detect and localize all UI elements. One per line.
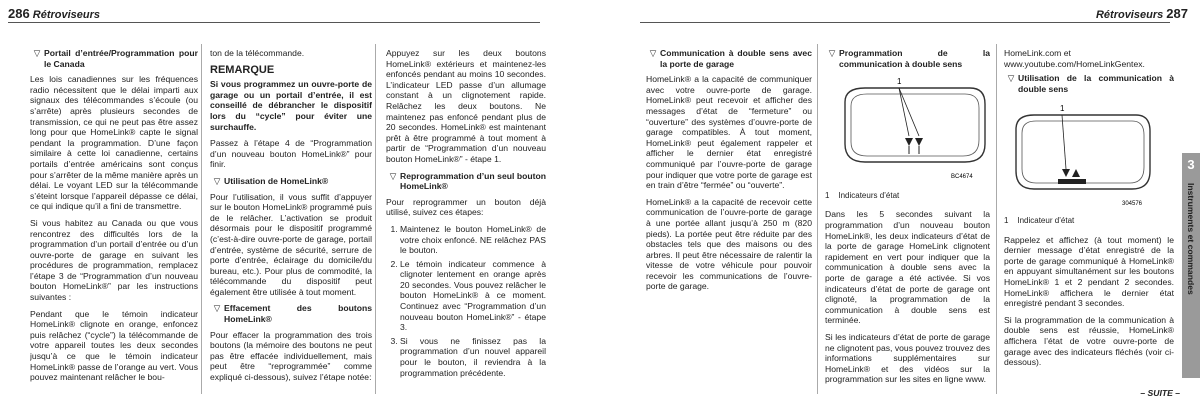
mirror-indicator-figure — [825, 74, 990, 184]
triangle-icon: ▽ — [828, 48, 836, 58]
paragraph: Les lois canadiennes sur les fréquences radio nécessitent que le délai imparti aux signaux des télécommandes s’écoule (ou s’arrête) après plusieurs secondes de transmission, ce qui ne peut pas être assez long pour que HomeLink® capte le signal pendant la programmation. D’une façon similaire à cette loi canadienne, certains portails d’entrée américains sont conçus pour s’arrêter de la même manière après un délai. Le voyant LED sur la télécommande s’éteint lorsque l’appareil dépasse ce délai, ce qui indique qu’il a fini de transmettre. — [30, 74, 198, 212]
column-divider — [375, 44, 376, 394]
arrow-down-icon — [1062, 169, 1070, 177]
indicator-block — [1058, 179, 1086, 184]
figure-code: 304576 — [1122, 201, 1143, 208]
column-divider — [201, 44, 202, 394]
url-line: HomeLink.com et — [1004, 48, 1071, 58]
mirror-inner-outline — [1022, 121, 1144, 183]
callout-line — [899, 88, 919, 136]
paragraph: Pour l’utilisation, il vous suffit d’appuyer sur le bouton HomeLink® programmé puis de le relâcher. L’activation se produit désormais pour le dispositif programmé (c’est-à-dire ouvre-porte de garage, portail d’entrée, système de sécurité, serrure de porte d’entrée, éclairage du domicile/du bureau, etc.). Pour plus de commodité, la télécommande du dispositif peut également être utilisée à tout moment. — [210, 191, 372, 297]
figure-code: BC4674 — [951, 174, 973, 181]
paragraph: ton de la télécommande. — [210, 48, 305, 58]
left-page-header — [8, 6, 100, 21]
caption-text: Indicateur d’état — [1017, 215, 1075, 225]
arrow-up-icon — [1072, 169, 1080, 177]
section-title-canada: ▽ Portail d’entrée/Programmation pour le Canada — [30, 48, 198, 69]
url-line: www.youtube.com/HomeLinkGentex. — [1004, 58, 1145, 69]
paragraph: Pendant que le témoin indicateur HomeLink® clignote en orange, enfoncez puis relâchez (“cycle”) la télécommande de votre appareil toutes les deux secondes jusqu’à ce que le témoin indicateur HomeLink® passe de l’orange au vert. Vous pouvez maintenant relâcher le bou- — [30, 308, 198, 383]
column-divider — [996, 44, 997, 394]
column-4 — [646, 48, 812, 393]
mirror-outline — [1016, 115, 1150, 189]
callout-line — [899, 88, 909, 136]
right-section-title: Rétroviseurs — [1095, 9, 1164, 21]
mirror-indicator-figure — [1004, 99, 1154, 209]
paragraph: Si vous habitez au Canada ou que vous rencontrez des difficultés lors de la programmation d’un portail d’entrée ou d’un ouvre-porte de garage en suivant les procédures de programmation, remplacez l’étape 3 de “Programmation d’un nouveau bouton HomeLink®” par les instructions suivantes : — [30, 217, 198, 303]
column-1 — [30, 48, 198, 393]
paragraph: Si les indicateurs d’état de porte de garage ne clignotent pas, vous pouvez trouvez des informations supplémentaires sur HomeLink® et des vidéos sur la programmation sur les sites en ligne www. — [825, 331, 990, 385]
triangle-icon: ▽ — [1007, 73, 1015, 84]
left-header-rule — [8, 22, 540, 23]
left-page-number: 286 — [8, 6, 30, 21]
paragraph: HomeLink® a la capacité de recevoir cette communication de l’ouvre-porte de garage à une portée allant jusqu’à 250 m (820 pieds). La portée peut être réduite par des obstacles tels que des maisons ou des arbres. Il peut être nécessaire de ralentir la vitesse de votre véhicule pour pouvoir recevoir les communications de l’ouvre-porte de garage. — [646, 196, 812, 292]
paragraph: Rappelez et affichez (à tout moment) le dernier message d’état enregistré de la porte de garage communiqué à HomeLink® en appuyant simultanément sur les boutons HomeLink® 1 et 2 pendant 2 secondes. HomeLink® affichera le dernier état enregistré pendant 3 secondes. — [1004, 234, 1174, 309]
section-title-communication: ▽ Communication à double sens avec la porte de garage — [646, 48, 812, 69]
chapter-tab — [1182, 153, 1200, 378]
chapter-label: Instruments et commandes — [1186, 183, 1196, 295]
paragraph: Pour reprogrammer un bouton déjà utilisé, suivez ces étapes: — [386, 196, 546, 218]
column-6 — [1004, 48, 1174, 393]
caption-number: 1 — [825, 190, 830, 200]
chapter-number: 3 — [1187, 157, 1195, 172]
section-title-reprogrammation: ▽ Reprogrammation d’un seul bouton HomeLink® — [386, 171, 546, 192]
paragraph: Si la programmation de la communication à double sens est réussie, HomeLink® affichera l’état de votre ouvre-porte de garage avec des indicateurs fléchés (voir ci-dessous). — [1004, 314, 1174, 368]
column-2 — [210, 48, 372, 393]
paragraph: Dans les 5 secondes suivant la programmation d’un nouveau bouton HomeLink®, les deux indicateurs d’état de la porte de garage HomeLink clignotent rapidement en vert pour indiquer que la communication à double sens avec la porte de garage a été activée. Si vos indicateurs d’état de porte de garage ont clignoté, la programmation de la communication à double sens est terminée. — [825, 209, 990, 326]
remark-heading: REMARQUE — [210, 63, 275, 76]
figure-caption — [825, 191, 990, 202]
right-header-rule — [640, 22, 1170, 23]
arrow-down-icon — [905, 138, 913, 146]
list-item: 2. Le témoin indicateur commence à clignoter lentement en orange après 20 secondes. Vous pouvez relâcher le bouton HomeLink® à ce moment. Continuez avec “Programmation d’un nouveau bouton HomeLink®” - étape 3. — [400, 259, 546, 333]
caption-number: 1 — [1004, 215, 1009, 225]
right-page-header — [1096, 6, 1188, 21]
step-list — [386, 224, 546, 378]
arrow-down-icon — [915, 138, 923, 146]
left-section-title: Rétroviseurs — [32, 9, 101, 21]
list-item: 3. Si vous ne finissez pas la programmation d’un nouvel appareil pour le bouton, il reviendra à la programmation précédente. — [400, 336, 546, 378]
remark-text: Si vous programmez un ouvre-porte de garage ou un portail d’entrée, il est conseillé de débrancher le dispositif lors du “cycle” pour éviter une surchauffe. — [210, 79, 372, 132]
paragraph: HomeLink® a la capacité de communiquer avec votre ouvre-porte de garage. HomeLink® peut recevoir et afficher des messages d’état de “fermeture” ou “ouverture” des systèmes d’ouvre-porte de garage compatibles. À tout moment, HomeLink® peut également rappeler et afficher le dernier état enregistré communiqué par l’ouvre-porte de garage pour indiquer que votre porte de garage est en train d’être “fermée” ou “ouverte”. — [646, 74, 812, 191]
paragraph: Pour effacer la programmation des trois boutons (la mémoire des boutons ne peut pas être effacée individuellement, mais peut être “reprogrammée” comme expliqué ci-dessous), suivez l’étape notée: — [210, 329, 372, 383]
right-page-number: 287 — [1166, 6, 1188, 21]
triangle-icon: ▽ — [33, 48, 41, 58]
paragraph: Passez à l’étape 4 de “Programmation d’un nouveau bouton HomeLink®” pour finir. — [210, 138, 372, 170]
section-title-programmation-communication: ▽ Programmation de la communication à double sens — [825, 48, 990, 69]
section-title-utilisation: ▽ Utilisation de HomeLink® — [210, 176, 372, 187]
paragraph: Appuyez sur les deux boutons HomeLink® extérieurs et maintenez-les enfoncés pendant au moins 10 secondes. L’indicateur LED passe d’un allumage constant à un clignotement rapide. Relâchez les deux boutons. Ne maintenez pas enfoncé pendant plus de 20 secondes. HomeLink® est maintenant prêt à être programmé à tout moment à partir de “Programmation d’un nouveau bouton HomeLink®” - étape 1. — [386, 48, 546, 164]
column-5 — [825, 48, 990, 393]
callout-number: 1 — [1060, 104, 1065, 114]
figure-caption — [1004, 216, 1174, 227]
column-divider — [817, 44, 818, 394]
caption-text: Indicateurs d’état — [838, 190, 900, 200]
mirror-outline — [845, 88, 985, 162]
triangle-icon: ▽ — [389, 170, 397, 181]
continued-footer: – SUITE – — [1140, 388, 1180, 398]
section-title-utilisation-communication: ▽ Utilisation de la communication à double sens — [1004, 73, 1174, 94]
section-title-effacement: ▽ Effacement des boutons HomeLink® — [210, 303, 372, 324]
list-item: 1. Maintenez le bouton HomeLink® de votre choix enfoncé. NE relâchez PAS le bouton. — [400, 224, 546, 256]
mirror-inner-outline — [851, 94, 979, 156]
callout-number: 1 — [897, 77, 902, 87]
triangle-icon: ▽ — [649, 48, 657, 58]
callout-line — [1062, 115, 1066, 169]
triangle-icon: ▽ — [213, 303, 221, 314]
column-3 — [386, 48, 546, 393]
triangle-icon: ▽ — [213, 175, 221, 186]
